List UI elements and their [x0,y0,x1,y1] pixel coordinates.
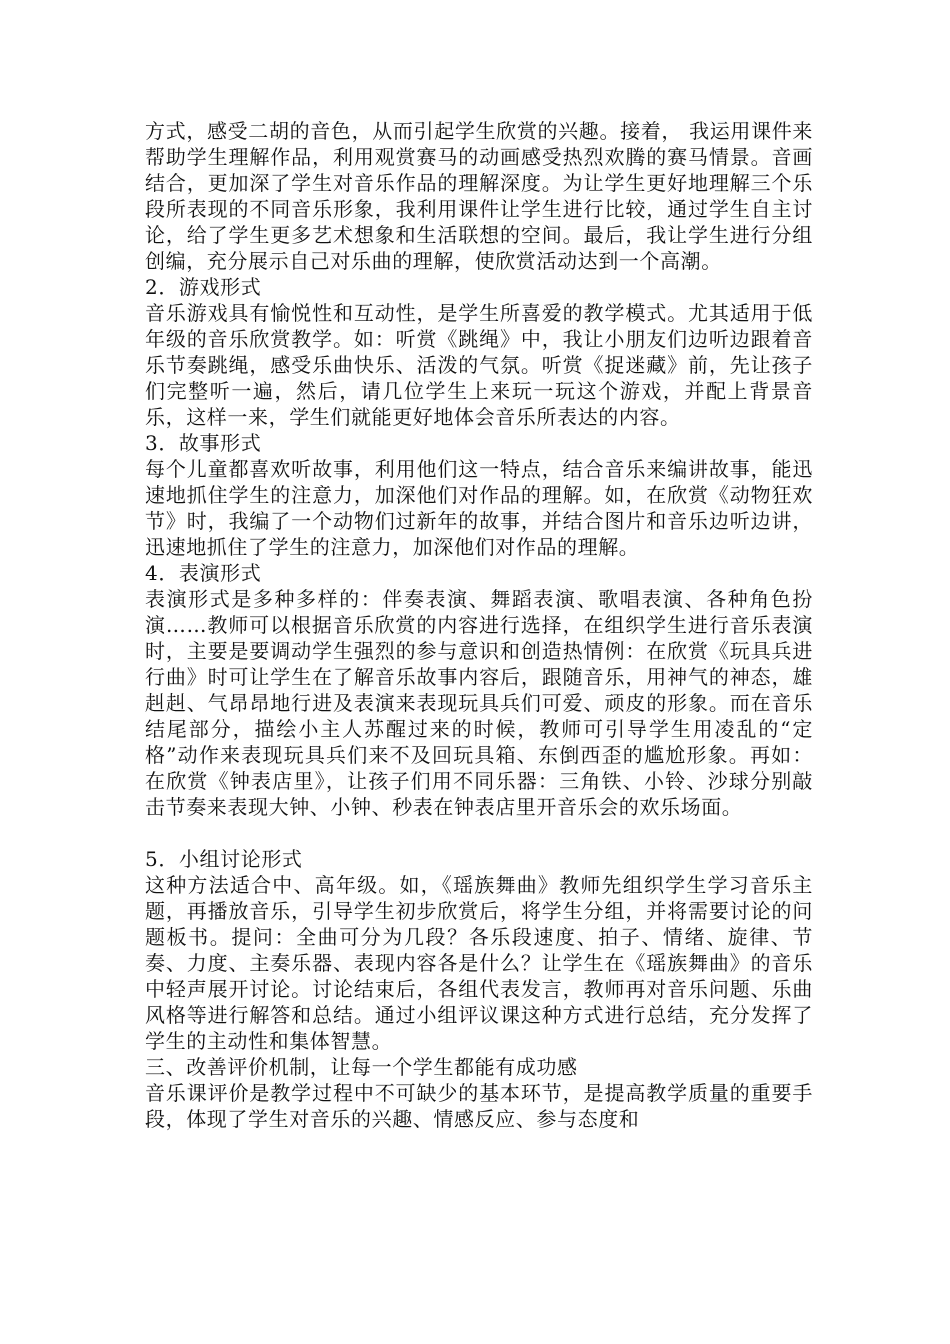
paragraph-performance-form: 表演形式是多种多样的：伴奏表演、舞蹈表演、歌唱表演、各种角色扮演……教师可以根据音乐欣赏的内容进行选择，在组织学生进行音乐表演时，主要是要调动学生强烈的参与意识和创造热情例：在欣赏《玩具兵进行曲》时可让学生在了解音乐故事内容后，跟随音乐，用神气的神态，雄赳赳、气昂昂地行进及表演来表现玩具兵们可爱、顽皮的形象。而在音乐结尾部分，描绘小主人苏醒过来的时候，教师可引导学生用凌乱的“定格”动作来表现玩具兵们来不及回玩具箱、东倒西歪的尴尬形象。再如：在欣赏《钟表店里》，让孩子们用不同乐器：三角铁、小铃、沙球分别敲击节奏来表现大钟、小钟、秒表在钟表店里开音乐会的欢乐场面。 [145,587,813,819]
heading-game-form: 2．游戏形式 [145,275,262,299]
heading-evaluation-mechanism: 三、改善评价机制，让每一个学生都能有成功感 [145,1055,578,1079]
heading-performance-form: 4．表演形式 [145,561,262,585]
blank-line [145,820,813,846]
paragraph-story-form: 每个儿童都喜欢听故事，利用他们这一特点，结合音乐来编讲故事，能迅速地抓住学生的注意力，加深他们对作品的理解。如，在欣赏《动物狂欢节》时，我编了一个动物们过新年的故事，并结合图片和音乐边听边讲，迅速地抓住了学生的注意力，加深他们对作品的理解。 [145,457,813,559]
heading-group-discussion: 5．小组讨论形式 [145,847,303,871]
heading-story-form: 3．故事形式 [145,431,262,455]
paragraph-group-discussion: 这种方法适合中、高年级。如，《瑶族舞曲》教师先组织学生学习音乐主题，再播放音乐，引导学生初步欣赏后，将学生分组，并将需要讨论的问题板书。提问：全曲可分为几段？各乐段速度、拍子、情绪、旋律、节奏、力度、主奏乐器、表现内容各是什么？让学生在《瑶族舞曲》的音乐中轻声展开讨论。讨论结束后，各组代表发言，教师再对音乐问题、乐曲风格等进行解答和总结。通过小组评议课这种方式进行总结，充分发挥了学生的主动性和集体智慧。 [145,873,813,1053]
paragraph-appreciation-intro: 方式，感受二胡的音色，从而引起学生欣赏的兴趣。接着， 我运用课件来帮助学生理解作品，利用观赏赛马的动画感受热烈欢腾的赛马情景。音画结合，更加深了学生对音乐作品的理解深度。为让学生更好地理解三个乐段所表现的不同音乐形象，我利用课件让学生进行比较，通过学生自主讨论，给了学生更多艺术想象和生活联想的空间。最后，我让学生进行分组创编，充分展示自己对乐曲的理解，使欣赏活动达到一个高潮。 [145,119,813,273]
paragraph-game-form: 音乐游戏具有愉悦性和互动性，是学生所喜爱的教学模式。尤其适用于低年级的音乐欣赏教学。如：听赏《跳绳》中，我让小朋友们边听边跟着音乐节奏跳绳，感受乐曲快乐、活泼的气氛。听赏《捉迷藏》前，先让孩子们完整听一遍，然后，请几位学生上来玩一玩这个游戏，并配上背景音乐，这样一来，学生们就能更好地体会音乐所表达的内容。 [145,301,813,429]
document-page [145,118,813,1132]
paragraph-evaluation: 音乐课评价是教学过程中不可缺少的基本环节，是提高教学质量的重要手段，体现了学生对音乐的兴趣、情感反应、参与态度和 [145,1081,813,1131]
